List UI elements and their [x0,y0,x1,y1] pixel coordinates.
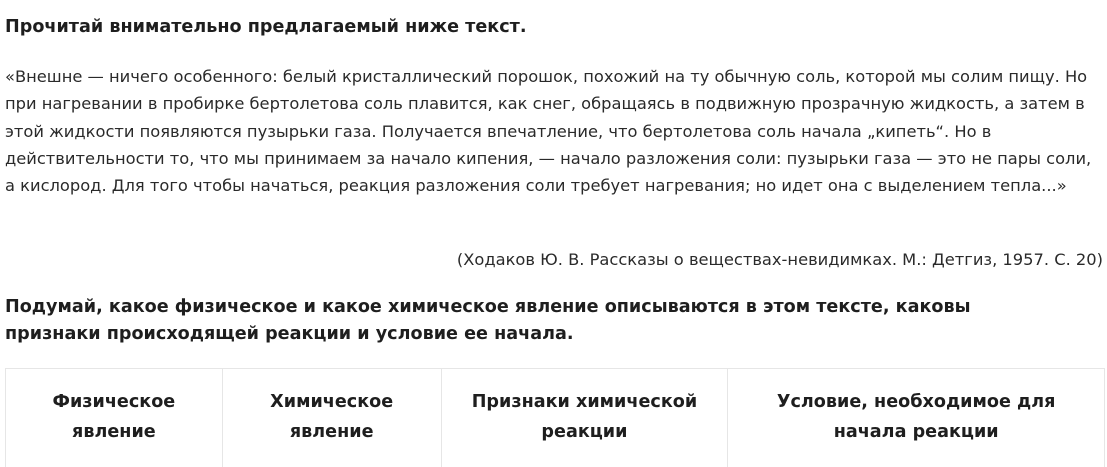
answer-table [5,368,1105,467]
table-header-label: Условие, необходимое для начала реакции [776,392,1056,442]
table-header-label: Физическое явление [52,392,176,442]
task-heading: Прочитай внимательно предлагаемый ниже текст. [5,17,527,37]
quote-text: «Внешне — ничего особенного: белый кристаллический порошок, похожий на ту обычную соль, которой мы солим пищу. Но при нагревании в пробирке бертолетова соль плавится, как снег, обращаясь в подвижную прозрачную жидкость, а затем в этой жидкости появляются пузырьки газа. Получается впечатление, что бертолетова соль начала „кипеть“. Но в действительности то, что мы принимаем за начало кипения, — начало разложения соли: пузырьки газа — это не пары соли, а кислород. Для того чтобы начаться, реакция разложения соли требует нагревания; но идет она с выделением тепла...» [5,67,1092,196]
table-header-condition [728,369,1105,467]
table-header-label: Химическое явление [270,392,394,442]
question-heading: Подумай, какое физическое и какое химическое явление описываются в этом тексте, каковы признаки происходящей реакции и условие ее начала. [5,297,971,344]
quote-source: (Ходаков Ю. В. Рассказы о веществах-невидимках. М.: Детгиз, 1957. С. 20) [456,250,1103,269]
table-header-signs [442,369,729,467]
table-header-chemical [223,369,442,467]
table-header-label: Признаки химической реакции [471,392,698,442]
table-header-physical [6,369,223,467]
